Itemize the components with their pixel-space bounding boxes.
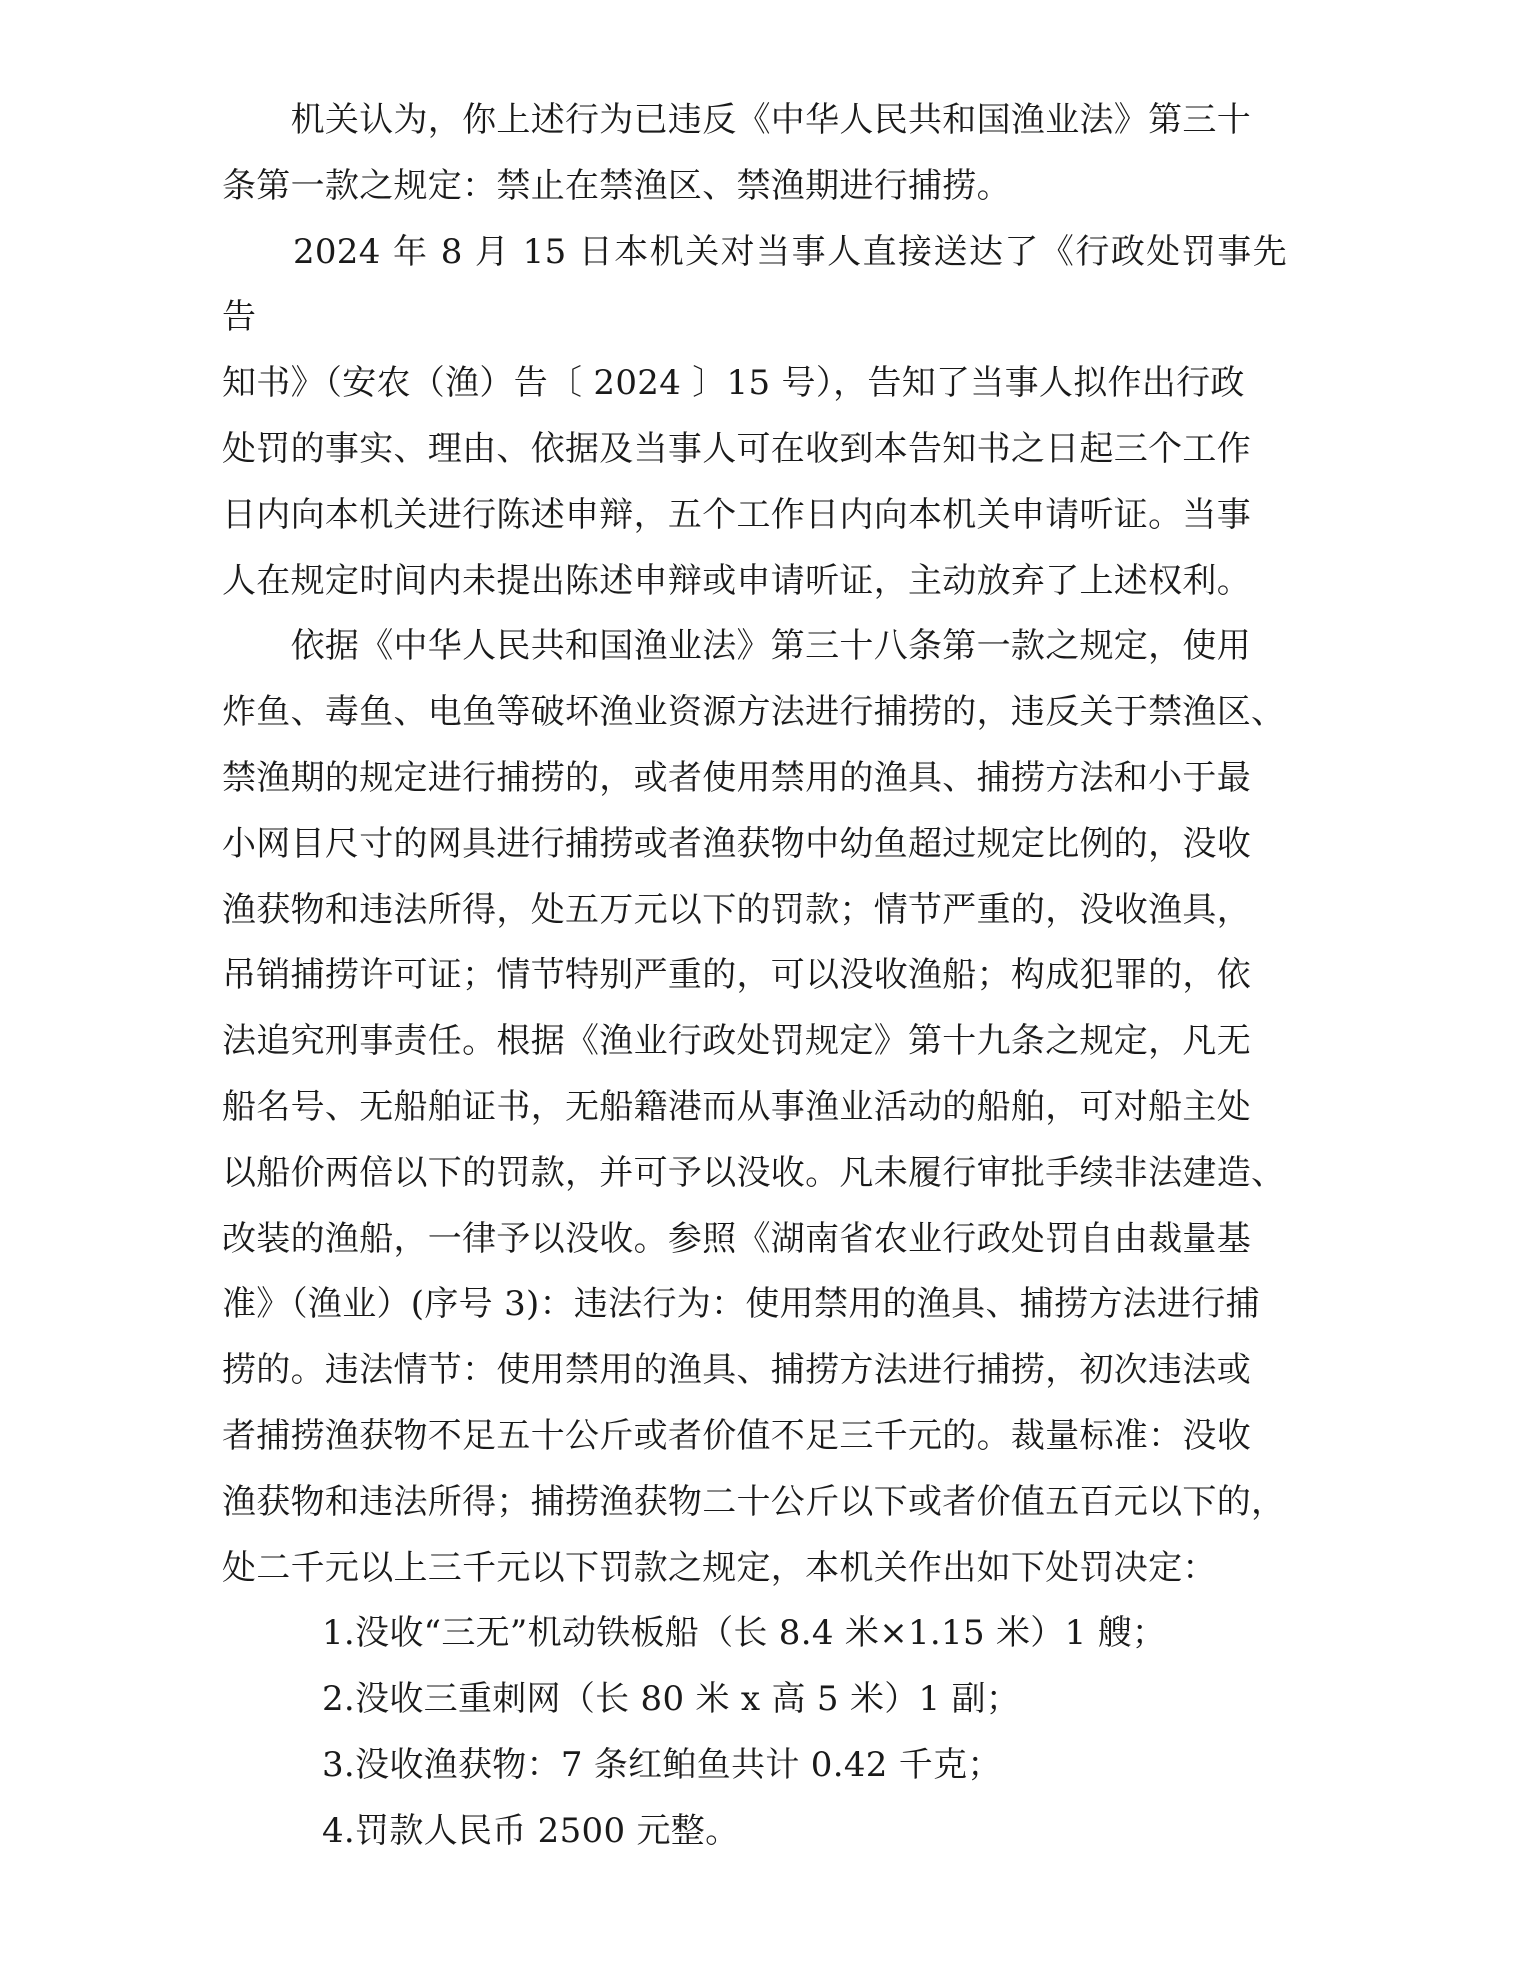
paragraph-legal-basis: [222, 614, 1287, 1601]
text-line: 捞的。违法情节：使用禁用的渔具、捕捞方法进行捕捞，初次违法或: [222, 1350, 1251, 1391]
paragraph-notice-delivery: [222, 220, 1287, 615]
penalty-item-confiscate-catch: 3.没收渔获物：7 条红鲌鱼共计 0.42 千克；: [322, 1744, 1002, 1785]
text-line: 法追究刑事责任。根据《渔业行政处罚规定》第十九条之规定，凡无: [222, 1021, 1251, 1062]
text-line: 炸鱼、毒鱼、电鱼等破坏渔业资源方法进行捕捞的，违反关于禁渔区、: [222, 692, 1286, 733]
document-body: [222, 88, 1287, 1865]
text-line: 吊销捕捞许可证；情节特别严重的，可以没收渔船；构成犯罪的，依: [222, 955, 1251, 996]
penalty-item-confiscate-net: 2.没收三重刺网（长 80 米 x 高 5 米）1 副；: [322, 1679, 1021, 1720]
text-line: 条第一款之规定：禁止在禁渔区、禁渔期进行捕捞。: [222, 165, 1011, 206]
text-line: 日内向本机关进行陈述申辩，五个工作日内向本机关申请听证。当事: [222, 494, 1251, 535]
text-line: 渔获物和违法所得；捕捞渔获物二十公斤以下或者价值五百元以下的，: [222, 1481, 1286, 1522]
text-line: 人在规定时间内未提出陈述申辩或申请听证，主动放弃了上述权利。: [222, 560, 1251, 601]
text-line: 渔获物和违法所得，处五万元以下的罚款；情节严重的，没收渔具，: [222, 889, 1251, 930]
text-line: 依据《中华人民共和国渔业法》第三十八条第一款之规定，使用: [222, 626, 1251, 667]
penalty-item-confiscate-boat: 1.没收“三无”机动铁板船（长 8.4 米×1.15 米）1 艘；: [322, 1613, 1167, 1654]
text-line: 小网目尺寸的网具进行捕捞或者渔获物中幼鱼超过规定比例的，没收: [222, 823, 1251, 864]
text-line: 改装的渔船，一律予以没收。参照《湖南省农业行政处罚自由裁量基: [222, 1218, 1251, 1259]
text-line: 禁渔期的规定进行捕捞的，或者使用禁用的渔具、捕捞方法和小于最: [222, 757, 1251, 798]
penalty-decision-list: [222, 1601, 1287, 1864]
text-line: 2024 年 8 月 15 日本机关对当事人直接送达了《行政处罚事先告: [222, 231, 1287, 338]
text-line: 知书》（安农（渔）告〔 2024 〕15 号），告知了当事人拟作出行政: [222, 363, 1245, 404]
text-line: 处二千元以上三千元以下罚款之规定，本机关作出如下处罚决定：: [222, 1547, 1217, 1588]
text-line: 船名号、无船舶证书，无船籍港而从事渔业活动的船舶，可对船主处: [222, 1086, 1251, 1127]
text-line: 者捕捞渔获物不足五十公斤或者价值不足三千元的。裁量标准：没收: [222, 1415, 1251, 1456]
penalty-item-fine: 4.罚款人民币 2500 元整。: [322, 1810, 740, 1851]
text-line: 准》（渔业）(序号 3)：违法行为：使用禁用的渔具、捕捞方法进行捕: [222, 1284, 1260, 1325]
text-line: 处罚的事实、理由、依据及当事人可在收到本告知书之日起三个工作: [222, 428, 1251, 469]
text-line: 机关认为，你上述行为已违反《中华人民共和国渔业法》第三十: [222, 100, 1251, 140]
paragraph-violation-finding: [222, 88, 1287, 220]
text-line: 以船价两倍以下的罚款，并可予以没收。凡未履行审批手续非法建造、: [222, 1152, 1286, 1193]
